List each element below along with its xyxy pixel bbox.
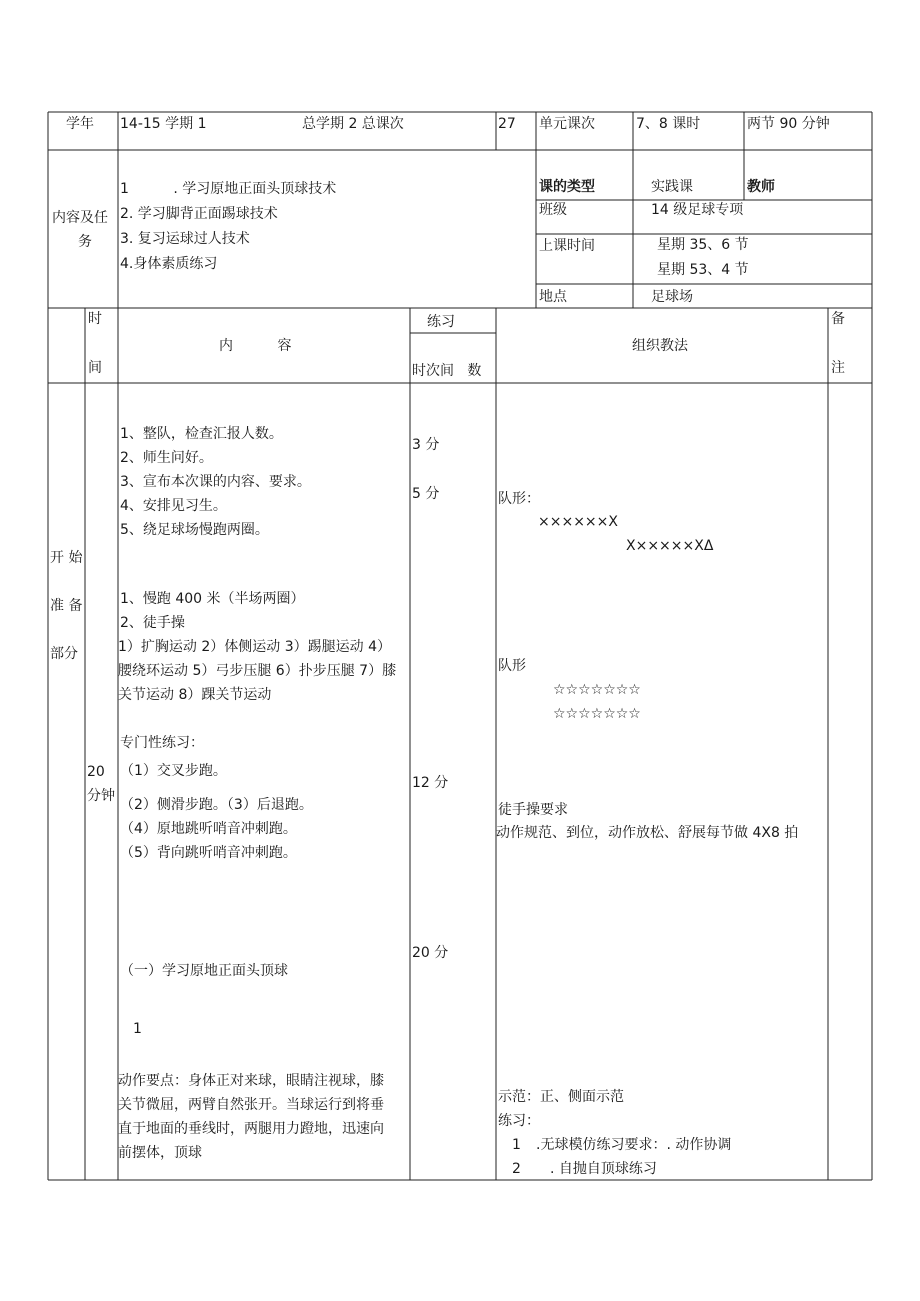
- unit-label: 单元课次: [539, 116, 595, 132]
- section-label: 部分: [50, 646, 78, 662]
- special-item: （2）侧滑步跑。（3）后退跑。: [120, 797, 313, 813]
- formation-row: ××××××X: [538, 514, 618, 530]
- key-points: 直于地面的垂线时，两腿用力蹬地，迅速向: [118, 1121, 384, 1137]
- special-item: （4）原地跳听哨音冲刺跑。: [120, 821, 297, 837]
- practice-label: 练习：: [498, 1113, 540, 1129]
- task-item: 4.身体素质练习: [120, 256, 218, 272]
- time-header: 间: [88, 360, 102, 376]
- formation-row: ☆☆☆☆☆☆☆: [553, 682, 641, 698]
- formation-label: 队形: [498, 658, 526, 674]
- practice-time: 12 分: [412, 775, 449, 791]
- drill-detail: 腰绕环运动 5）弓步压腿 6）扑步压腿 7）膝: [118, 663, 397, 679]
- practice-time: 3 分: [412, 437, 440, 453]
- warmup-item: 2、师生问好。: [120, 450, 213, 466]
- practice-header: 练习: [427, 314, 455, 330]
- formation-label: 队形：: [498, 491, 540, 507]
- practice-text: .无球模仿练习要求：. 动作协调: [536, 1137, 732, 1153]
- key-points: 前摆体，顶球: [118, 1145, 202, 1161]
- task-item: 1 . 学习原地正面头顶球技术: [120, 181, 337, 197]
- class-time-value: 星期 53、4 节: [657, 262, 749, 278]
- drill-requirements-title: 徒手操要求: [498, 802, 568, 818]
- lesson-type-label: 课的类型: [539, 179, 595, 195]
- warmup-item: 4、安排见习生。: [120, 498, 227, 514]
- class-label: 班级: [539, 202, 567, 218]
- class-time-value: 星期 35、6 节: [657, 237, 749, 253]
- time-header: 时: [88, 311, 102, 327]
- practice-time: 5 分: [412, 486, 440, 502]
- item-number: 1: [133, 1021, 142, 1037]
- special-title: 专门性练习：: [120, 735, 204, 751]
- warmup-item: 3、宣布本次课的内容、要求。: [120, 474, 311, 490]
- section-label: 准 备: [50, 598, 83, 614]
- drill-requirements-text: 动作规范、到位，动作放松、舒展每节做 4X8 拍: [496, 825, 799, 841]
- drill-item: 2、徒手操: [120, 615, 185, 631]
- warmup-item: 5、绕足球场慢跑两圈。: [120, 522, 269, 538]
- header-ball-title: （一）学习原地正面头顶球: [120, 963, 288, 979]
- section-time: 分钟: [87, 788, 115, 804]
- drill-detail: 关节运动 8）踝关节运动: [118, 687, 272, 703]
- place-value: 足球场: [651, 289, 693, 305]
- class-time-label: 上课时间: [539, 238, 595, 254]
- demo-text: 示范：正、侧面示范: [498, 1089, 624, 1105]
- method-header: 组织教法: [632, 338, 688, 354]
- remark-header: 注: [831, 360, 845, 376]
- run-item: 1、慢跑 400 米（半场两圈）: [120, 591, 305, 607]
- content-header: 内 容: [219, 338, 292, 354]
- content-tasks-label: 务: [78, 234, 92, 250]
- practice-number: 2: [512, 1161, 521, 1177]
- special-item: （1）交叉步跑。: [120, 763, 227, 779]
- drill-detail: 1）扩胸运动 2）体侧运动 3）踢腿运动 4）: [118, 639, 391, 655]
- section-label: 开 始: [50, 550, 83, 566]
- formation-row: ☆☆☆☆☆☆☆: [553, 706, 641, 722]
- remark-header: 备: [831, 311, 845, 327]
- duration: 两节 90 分钟: [747, 116, 830, 132]
- lesson-type-value: 实践课: [651, 179, 693, 195]
- year-value: 14-15 学期 1: [120, 116, 207, 132]
- teacher-label: 教师: [747, 179, 775, 195]
- practice-time: 20 分: [412, 945, 449, 961]
- formation-row: X×××××XΔ: [626, 538, 714, 554]
- special-item: （5）背向跳听哨音冲刺跑。: [120, 845, 297, 861]
- key-points: 动作要点：身体正对来球，眼睛注视球，膝: [118, 1073, 384, 1089]
- task-item: 3. 复习运球过人技术: [120, 231, 250, 247]
- practice-text: . 自抛自顶球练习: [550, 1161, 657, 1177]
- year-label: 学年: [66, 116, 94, 132]
- section-time: 20: [87, 764, 105, 780]
- place-label: 地点: [539, 289, 567, 305]
- content-tasks-label: 内容及任: [52, 210, 108, 226]
- unit-value: 7、8 课时: [636, 116, 701, 132]
- class-value: 14 级足球专项: [651, 202, 744, 218]
- key-points: 关节微屈，两臂自然张开。当球运行到将垂: [118, 1097, 384, 1113]
- task-item: 2. 学习脚背正面踢球技术: [120, 206, 278, 222]
- warmup-item: 1、整队，检查汇报人数。: [120, 426, 283, 442]
- total-semester: 总学期 2 总课次: [302, 116, 404, 132]
- practice-number: 1: [512, 1137, 521, 1153]
- practice-subheader: 时次间 数: [412, 363, 482, 379]
- total-lessons: 27: [498, 116, 516, 132]
